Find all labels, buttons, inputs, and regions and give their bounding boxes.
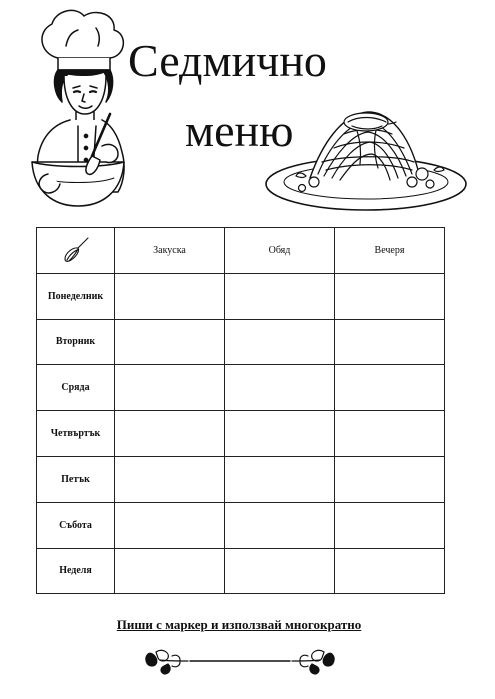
meal-cell[interactable] — [225, 411, 335, 457]
chef-illustration — [18, 6, 138, 212]
page-title-line-2: меню — [185, 105, 294, 156]
meal-cell[interactable] — [335, 411, 445, 457]
day-label: Вторник — [37, 319, 115, 365]
meal-cell[interactable] — [115, 502, 225, 548]
table-row — [37, 411, 445, 457]
day-label: Сряда — [37, 365, 115, 411]
meal-cell[interactable] — [115, 365, 225, 411]
day-label: Събота — [37, 502, 115, 548]
day-label: Понеделник — [37, 273, 115, 319]
meal-cell[interactable] — [115, 411, 225, 457]
meal-cell[interactable] — [335, 365, 445, 411]
page-title-line-1: Седмично — [128, 35, 327, 86]
meal-cell[interactable] — [115, 548, 225, 594]
whisk-icon — [61, 235, 91, 265]
flower-icon-left — [146, 650, 188, 674]
footer-note: Пиши с маркер и използвай многократно — [116, 617, 362, 632]
table-row — [37, 456, 445, 502]
table-row — [37, 319, 445, 365]
table-row — [37, 273, 445, 319]
header-corner-cell — [37, 228, 115, 274]
meal-cell[interactable] — [225, 365, 335, 411]
meal-cell[interactable] — [335, 456, 445, 502]
meal-cell[interactable] — [115, 319, 225, 365]
floral-divider — [142, 644, 338, 678]
flower-icon-right — [292, 650, 334, 674]
spaghetti-plate-illustration — [262, 104, 470, 214]
column-header-dinner: Вечеря — [335, 228, 445, 274]
column-header-breakfast: Закуска — [115, 228, 225, 274]
weekly-menu-table — [36, 227, 445, 594]
day-label: Четвъртък — [37, 411, 115, 457]
meal-cell[interactable] — [115, 273, 225, 319]
table-row — [37, 548, 445, 594]
meal-cell[interactable] — [225, 456, 335, 502]
day-label: Неделя — [37, 548, 115, 594]
table-header-row — [37, 228, 445, 274]
meal-cell[interactable] — [225, 502, 335, 548]
table-row — [37, 365, 445, 411]
meal-cell[interactable] — [335, 319, 445, 365]
meal-cell[interactable] — [225, 548, 335, 594]
meal-cell[interactable] — [225, 319, 335, 365]
day-label: Петък — [37, 456, 115, 502]
meal-cell[interactable] — [115, 456, 225, 502]
meal-cell[interactable] — [225, 273, 335, 319]
column-header-lunch: Обяд — [225, 228, 335, 274]
meal-cell[interactable] — [335, 502, 445, 548]
meal-cell[interactable] — [335, 548, 445, 594]
meal-cell[interactable] — [335, 273, 445, 319]
table-row — [37, 502, 445, 548]
